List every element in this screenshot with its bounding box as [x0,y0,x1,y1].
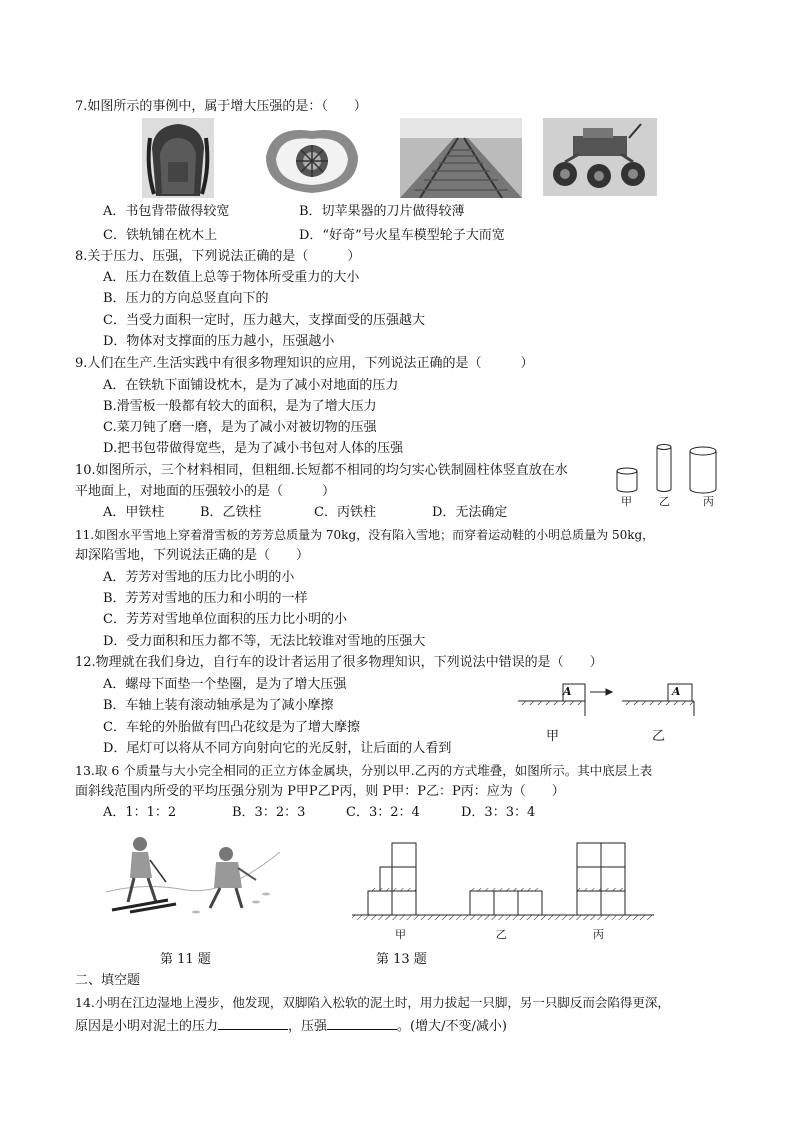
q10-label-bing: 丙 [703,495,714,508]
q10-option-c: C．丙铁柱 [314,505,376,520]
q7-option-d: D．“好奇”号火星车模型轮子大而宽 [299,228,505,243]
q12-option-b: B．车轴上装有滚动轴承是为了减小摩擦 [103,698,334,713]
block-push-diagram [518,680,698,720]
q14-line2-part-b: ，压强 [288,1019,328,1034]
q9-option-d: D.把书包带做得宽些，是为了减小书包对人体的压强 [103,441,404,456]
q8-stem: 8.关于压力、压强，下列说法正确的是（ ） [75,249,361,264]
q13-option-b: B．3：2：3 [232,805,306,820]
q11-stem-line1: 11.如图水平雪地上穿着滑雪板的芳芳总质量为 70kg，没有陷入雪地；而穿着运动鞋的小明总质量为 50kg， [75,528,655,542]
q13-stem-line2: 面斜线范围内所受的平均压强分别为 P甲P乙P丙，则 P甲：P乙：P丙：应为（ ） [75,784,565,799]
q9-option-a: A．在铁轨下面铺设枕木，是为了减小对地面的压力 [103,378,399,393]
q7-option-a: A．书包背带做得较宽 [103,204,230,219]
q14-line2 [75,1017,507,1035]
q7-stem: 7.如图所示的事例中，属于增大压强的是：（ ） [75,99,367,114]
q10-label-jia: 甲 [621,495,632,508]
skier-and-walker-illustration [106,832,280,918]
q8-option-d: D．物体对支撑面的压力越小，压强越小 [103,334,335,349]
q12-option-c: C．车轮的外胎做有凹凸花纹是为了增大摩擦 [103,720,360,735]
q13-option-c: C．3：2：4 [346,805,420,820]
q10-label-yi: 乙 [659,495,670,508]
q12-block-a-label: A [563,685,572,698]
q11-stem-line2: 却深陷雪地，下列说法正确的是（ ） [75,548,310,563]
q14-line2-part-a: 原因是小明对泥土的压力 [75,1019,219,1034]
q13-label-yi: 乙 [496,928,507,941]
q10-stem-line2: 平地面上，对地面的压强较小的是（ ） [75,484,336,499]
q9-stem: 9.人们在生产.生活实践中有很多物理知识的应用，下列说法正确的是（ ） [75,356,534,371]
stacked-cubes-figure [352,840,654,924]
q14-blank-force[interactable] [218,1017,288,1030]
railway-track-image [400,118,522,198]
mars-rover-image [543,118,657,196]
q14-line1: 14.小明在江边湿地上漫步，他发现，双脚陷入松软的泥土时，用力拔起一只脚，另一只脚反而会陷得更深， [75,995,670,1010]
q14-blank-pressure[interactable] [327,1017,397,1030]
q8-option-a: A．压力在数值上总等于物体所受重力的大小 [103,270,360,285]
q13-label-bing: 丙 [593,928,604,941]
q7-option-b: B．切苹果器的刀片做得较薄 [299,204,465,219]
q8-option-c: C．当受力面积一定时，压力越大，支撑面受的压强越大 [103,313,425,328]
q12-label-jia: 甲 [546,729,560,744]
section-title-fill-in: 二、填空题 [75,973,141,988]
q12-option-a: A．螺母下面垫一个垫圈，是为了增大压强 [103,677,347,692]
q10-option-d: D．无法确定 [432,505,508,520]
q13-option-d: D．3：3：4 [461,805,536,820]
q7-option-c: C．铁轨铺在枕木上 [103,228,217,243]
q11-option-b: B．芳芳对雪地的压力和小明的一样 [103,591,308,606]
q13-option-a: A．1：1：2 [103,805,177,820]
q11-figure-caption: 第 11 题 [160,952,211,967]
q10-option-a: A．甲铁柱 [103,505,165,520]
q11-option-a: A．芳芳对雪地的压力比小明的小 [103,570,295,585]
q9-option-b: B.滑雪板一般都有较大的面积，是为了增大压力 [103,399,377,414]
q11-option-c: C．芳芳对雪地单位面积的压力比小明的小 [103,612,347,627]
q12-stem: 12.物理就在我们身边，自行车的设计者运用了很多物理知识，下列说法中错误的是（ ） [75,655,603,670]
q14-line2-part-c: 。(增大/不变/减小) [397,1019,507,1034]
q13-stem-line1: 13.取 6 个质量与大小完全相同的正立方体金属块，分别以甲.乙丙的方式堆叠，如图所示。其中底层上表 [75,763,653,778]
q13-label-jia: 甲 [395,928,406,941]
q12-option-d: D．尾灯可以将从不同方向射向它的光反射，让后面的人看到 [103,741,452,756]
q12-label-yi: 乙 [652,729,666,744]
q12-block-a-label-2: A [672,685,681,698]
q13-figure-caption: 第 13 题 [376,952,427,967]
q9-option-c: C.菜刀钝了磨一磨，是为了减小对被切物的压强 [103,420,377,435]
q10-stem-line1: 10.如图所示，三个材料相同，但粗细.长短都不相同的均匀实心铁制圆柱体竖直放在水 [75,463,568,478]
apple-slicer-image [262,123,362,195]
backpack-image [142,118,214,198]
q11-option-d: D．受力面积和压力都不等，无法比较谁对雪地的压强大 [103,634,426,649]
q10-option-b: B．乙铁柱 [200,505,262,520]
q8-option-b: B．压力的方向总竖直向下的 [103,291,269,306]
